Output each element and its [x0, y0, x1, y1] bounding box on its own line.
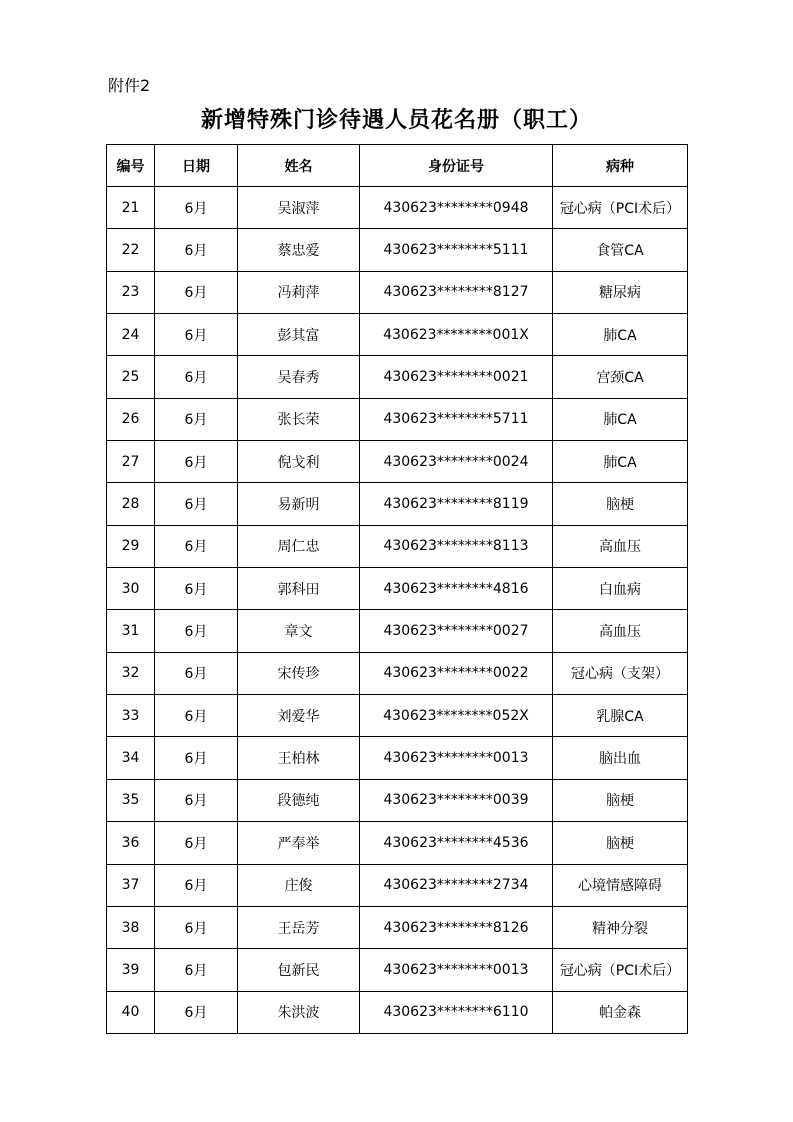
cell-date: 6月	[155, 695, 238, 737]
cell-name: 彭其富	[238, 314, 360, 356]
cell-date: 6月	[155, 568, 238, 610]
cell-name: 冯莉萍	[238, 271, 360, 313]
cell-id-number: 430623********0027	[360, 610, 553, 652]
cell-no: 32	[107, 652, 155, 694]
cell-no: 28	[107, 483, 155, 525]
header-no: 编号	[107, 145, 155, 187]
cell-name: 郭科田	[238, 568, 360, 610]
cell-disease: 白血病	[553, 568, 688, 610]
cell-date: 6月	[155, 864, 238, 906]
cell-name: 易新明	[238, 483, 360, 525]
cell-date: 6月	[155, 356, 238, 398]
cell-name: 倪戈利	[238, 441, 360, 483]
cell-id-number: 430623********8126	[360, 906, 553, 948]
cell-date: 6月	[155, 652, 238, 694]
cell-id-number: 430623********6110	[360, 991, 553, 1033]
cell-name: 张长荣	[238, 398, 360, 440]
cell-id-number: 430623********052X	[360, 695, 553, 737]
cell-disease: 脑梗	[553, 483, 688, 525]
cell-name: 蔡忠爱	[238, 229, 360, 271]
cell-id-number: 430623********4536	[360, 822, 553, 864]
cell-no: 21	[107, 187, 155, 229]
table-row	[107, 822, 688, 864]
cell-no: 36	[107, 822, 155, 864]
table-row	[107, 737, 688, 779]
cell-disease: 高血压	[553, 610, 688, 652]
cell-date: 6月	[155, 271, 238, 313]
cell-disease: 冠心病（PCI术后）	[553, 187, 688, 229]
cell-no: 31	[107, 610, 155, 652]
table-row	[107, 314, 688, 356]
table-row	[107, 229, 688, 271]
cell-date: 6月	[155, 779, 238, 821]
table-row	[107, 568, 688, 610]
table-row	[107, 271, 688, 313]
attachment-label: 附件2	[108, 76, 151, 95]
cell-date: 6月	[155, 525, 238, 567]
cell-name: 段德纯	[238, 779, 360, 821]
cell-date: 6月	[155, 906, 238, 948]
table-row	[107, 483, 688, 525]
cell-name: 朱洪波	[238, 991, 360, 1033]
roster-table	[106, 144, 688, 1034]
cell-no: 40	[107, 991, 155, 1033]
cell-no: 22	[107, 229, 155, 271]
cell-no: 23	[107, 271, 155, 313]
cell-no: 35	[107, 779, 155, 821]
cell-no: 27	[107, 441, 155, 483]
cell-name: 刘爱华	[238, 695, 360, 737]
cell-no: 38	[107, 906, 155, 948]
cell-name: 宋传珍	[238, 652, 360, 694]
cell-id-number: 430623********0013	[360, 949, 553, 991]
cell-id-number: 430623********0039	[360, 779, 553, 821]
cell-name: 王柏林	[238, 737, 360, 779]
cell-disease: 糖尿病	[553, 271, 688, 313]
header-date: 日期	[155, 145, 238, 187]
cell-disease: 脑出血	[553, 737, 688, 779]
cell-id-number: 430623********0022	[360, 652, 553, 694]
cell-date: 6月	[155, 398, 238, 440]
cell-date: 6月	[155, 737, 238, 779]
cell-disease: 帕金森	[553, 991, 688, 1033]
cell-date: 6月	[155, 229, 238, 271]
cell-id-number: 430623********001X	[360, 314, 553, 356]
cell-disease: 乳腺CA	[553, 695, 688, 737]
document-title: 新增特殊门诊待遇人员花名册（职工）	[200, 107, 592, 133]
cell-disease: 肺CA	[553, 441, 688, 483]
cell-disease: 心境情感障碍	[553, 864, 688, 906]
header-name: 姓名	[238, 145, 360, 187]
table-row	[107, 525, 688, 567]
cell-no: 29	[107, 525, 155, 567]
cell-date: 6月	[155, 822, 238, 864]
cell-name: 周仁忠	[238, 525, 360, 567]
cell-id-number: 430623********0021	[360, 356, 553, 398]
table-row	[107, 779, 688, 821]
cell-disease: 脑梗	[553, 779, 688, 821]
cell-date: 6月	[155, 610, 238, 652]
cell-name: 吴淑萍	[238, 187, 360, 229]
cell-date: 6月	[155, 187, 238, 229]
cell-id-number: 430623********8127	[360, 271, 553, 313]
cell-id-number: 430623********0024	[360, 441, 553, 483]
cell-name: 王岳芳	[238, 906, 360, 948]
cell-date: 6月	[155, 949, 238, 991]
cell-disease: 冠心病（PCI术后）	[553, 949, 688, 991]
header-id-number: 身份证号	[360, 145, 553, 187]
cell-disease: 高血压	[553, 525, 688, 567]
cell-disease: 肺CA	[553, 398, 688, 440]
cell-date: 6月	[155, 441, 238, 483]
cell-id-number: 430623********5711	[360, 398, 553, 440]
cell-no: 34	[107, 737, 155, 779]
cell-date: 6月	[155, 314, 238, 356]
cell-name: 包新民	[238, 949, 360, 991]
cell-no: 26	[107, 398, 155, 440]
cell-disease: 脑梗	[553, 822, 688, 864]
table-row	[107, 949, 688, 991]
cell-no: 33	[107, 695, 155, 737]
table-row	[107, 356, 688, 398]
table-row	[107, 991, 688, 1033]
cell-date: 6月	[155, 483, 238, 525]
cell-id-number: 430623********8113	[360, 525, 553, 567]
cell-no: 25	[107, 356, 155, 398]
cell-disease: 食管CA	[553, 229, 688, 271]
cell-id-number: 430623********4816	[360, 568, 553, 610]
cell-disease: 肺CA	[553, 314, 688, 356]
cell-id-number: 430623********5111	[360, 229, 553, 271]
cell-no: 24	[107, 314, 155, 356]
table-row	[107, 441, 688, 483]
cell-no: 39	[107, 949, 155, 991]
table-row	[107, 610, 688, 652]
header-disease: 病种	[553, 145, 688, 187]
cell-id-number: 430623********0013	[360, 737, 553, 779]
cell-id-number: 430623********0948	[360, 187, 553, 229]
cell-name: 吴春秀	[238, 356, 360, 398]
cell-name: 章文	[238, 610, 360, 652]
cell-disease: 冠心病（支架）	[553, 652, 688, 694]
table-row	[107, 906, 688, 948]
cell-id-number: 430623********8119	[360, 483, 553, 525]
table-header-row	[107, 145, 688, 187]
table-row	[107, 398, 688, 440]
table-row	[107, 187, 688, 229]
table-row	[107, 864, 688, 906]
cell-name: 严奉举	[238, 822, 360, 864]
cell-no: 30	[107, 568, 155, 610]
cell-id-number: 430623********2734	[360, 864, 553, 906]
cell-name: 庄俊	[238, 864, 360, 906]
table-row	[107, 652, 688, 694]
cell-date: 6月	[155, 991, 238, 1033]
cell-disease: 宫颈CA	[553, 356, 688, 398]
cell-no: 37	[107, 864, 155, 906]
cell-disease: 精神分裂	[553, 906, 688, 948]
table-row	[107, 695, 688, 737]
